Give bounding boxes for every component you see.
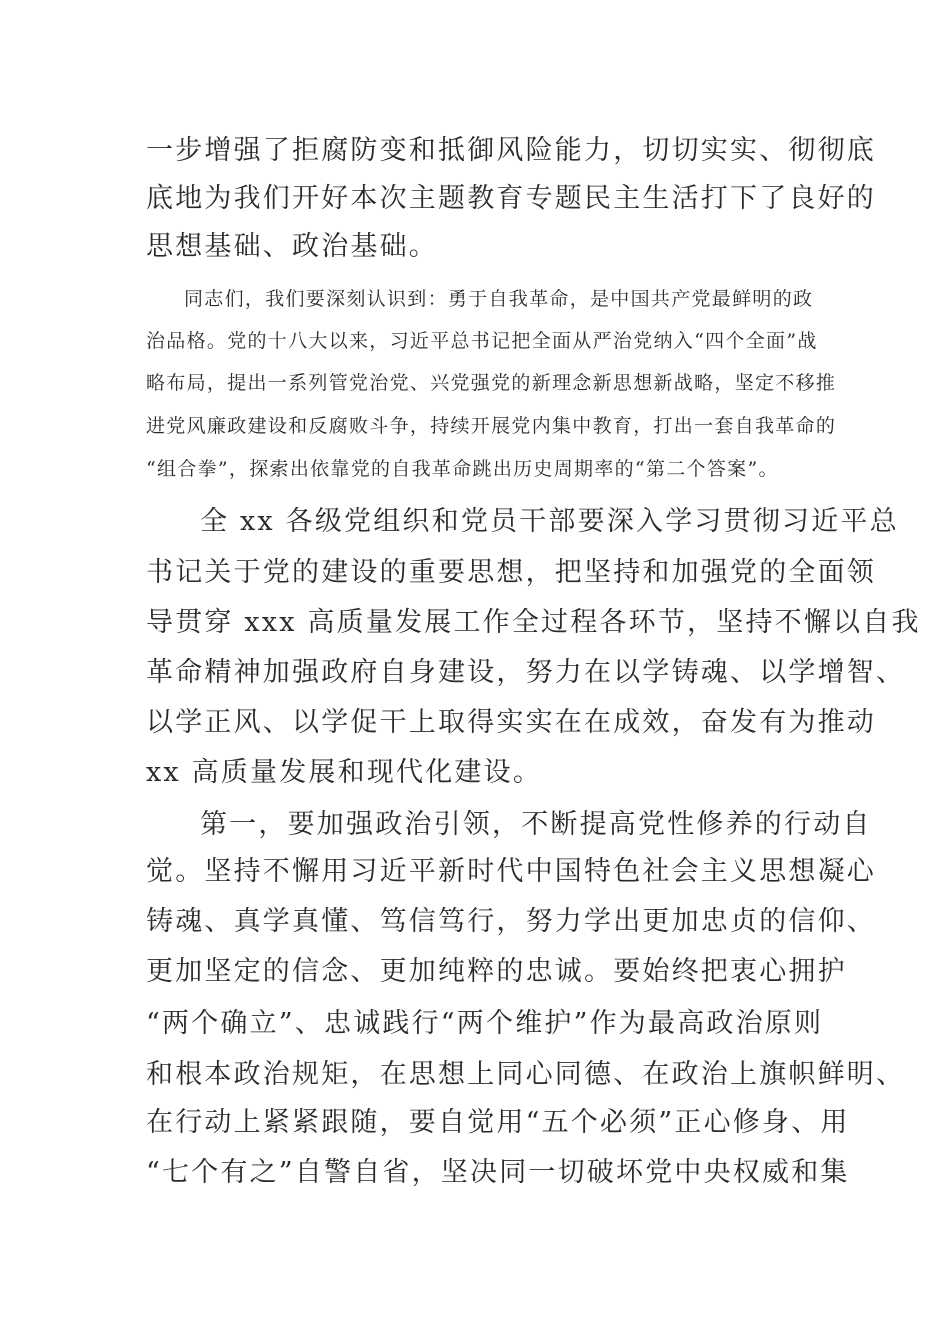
paragraph-3-line-6: xx 高质量发展和现代化建设。: [146, 757, 543, 788]
paragraph-4-line-6: 和根本政治规矩，在思想上同心同德、在政治上旗帜鲜明、: [146, 1059, 906, 1090]
paragraph-1-line-2: 底地为我们开好本次主题教育专题民主生活打下了良好的: [146, 183, 876, 214]
paragraph-3-line-4: 革命精神加强政府自身建设，努力在以学铸魂、以学增智、: [146, 657, 906, 688]
paragraph-3-line-5: 以学正风、以学促干上取得实实在在成效，奋发有为推动: [146, 707, 876, 738]
paragraph-2-line-2: 治品格。党的十八大以来，习近平总书记把全面从严治党纳入“四个全面”战: [146, 330, 818, 352]
paragraph-4-line-3: 铸魂、真学真懂、笃信笃行，努力学出更加忠贞的信仰、: [146, 906, 876, 937]
paragraph-2-line-3: 略布局，提出一系列管党治党、兴党强党的新理念新思想新战略，坚定不移推: [146, 372, 837, 394]
paragraph-2-line-5: “组合拳”，探索出依靠党的自我革命跳出历史周期率的“第二个答案”。: [146, 458, 779, 480]
paragraph-4-line-5: “两个确立”、忠诚践行“两个维护”作为最高政治原则: [146, 1008, 824, 1039]
paragraph-4-line-2: 觉。坚持不懈用习近平新时代中国特色社会主义思想凝心: [146, 856, 876, 887]
paragraph-4-line-7: 在行动上紧紧跟随，要自觉用“五个必须”正心修身、用: [146, 1107, 850, 1138]
paragraph-3-line-2: 书记关于党的建设的重要思想，把坚持和加强党的全面领: [146, 557, 876, 588]
paragraph-3-line-3: 导贯穿 xxx 高质量发展工作全过程各环节，坚持不懈以自我: [146, 607, 921, 638]
paragraph-3-line-1: 全 xx 各级党组织和党员干部要深入学习贯彻习近平总: [200, 506, 899, 537]
paragraph-4-line-8: “七个有之”自警自省，坚决同一切破坏党中央权威和集: [146, 1157, 850, 1188]
paragraph-4-line-4: 更加坚定的信念、更加纯粹的忠诚。要始终把衷心拥护: [146, 956, 847, 987]
paragraph-4-line-1: 第一，要加强政治引领，不断提高党性修养的行动自: [200, 809, 872, 840]
paragraph-1-line-3: 思想基础、政治基础。: [146, 231, 438, 262]
paragraph-2-line-4: 进党风廉政建设和反腐败斗争，持续开展党内集中教育，打出一套自我革命的: [146, 415, 837, 437]
paragraph-1-line-1: 一步增强了拒腐防变和抵御风险能力，切切实实、彻彻底: [146, 135, 876, 166]
paragraph-2-line-1: 同志们，我们要深刻认识到：勇于自我革命，是中国共产党最鲜明的政: [184, 288, 814, 310]
